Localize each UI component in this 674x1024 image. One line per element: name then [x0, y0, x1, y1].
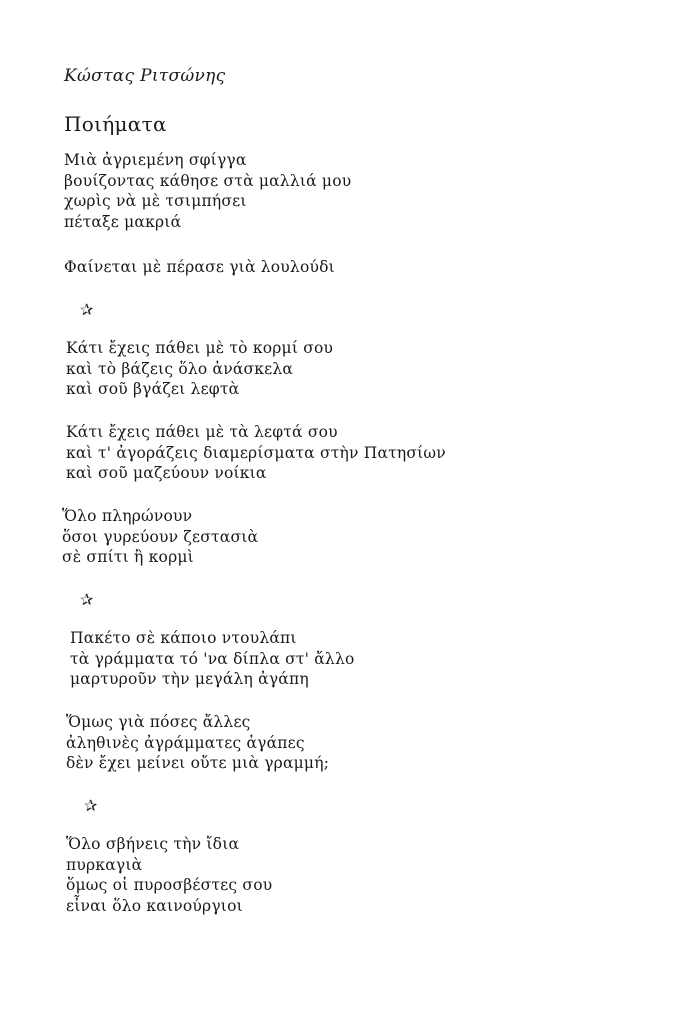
- poem-line: καὶ σοῦ βγάζει λεφτὰ: [66, 380, 240, 398]
- author-name: Κώστας Ριτσώνης: [64, 66, 226, 86]
- poem-line: σὲ σπίτι ἢ κορμὶ: [62, 548, 194, 566]
- poem-line: τὰ γράμματα τό 'να δίπλα στ' ἄλλο: [70, 649, 355, 668]
- poem-line: πυρκαγιὰ: [66, 855, 143, 874]
- stanza: [62, 506, 258, 568]
- page-title: Ποιήματα: [64, 112, 167, 136]
- poem-line: Κάτι ἔχεις πάθει μὲ τὰ λεφτά σου: [66, 423, 338, 441]
- poem-line: Πακέτο σὲ κάποιο ντουλάπι: [70, 629, 297, 647]
- poem-line: Φαίνεται μὲ πέρασε γιὰ λουλούδι: [64, 258, 335, 276]
- stanza: [66, 712, 329, 774]
- poem-line: μαρτυροῦν τὴν μεγάλη ἀγάπη: [70, 670, 309, 688]
- stanza: [64, 150, 351, 232]
- stanza: [64, 257, 335, 278]
- poem-line: καὶ τ' ἀγοράζεις διαμερίσματα στὴν Πατησίων: [66, 443, 446, 462]
- poem-line: βουίζοντας κάθησε στὰ μαλλιά μου: [64, 171, 352, 190]
- poem-line: δὲν ἔχει μείνει οὔτε μιὰ γραμμή;: [66, 754, 330, 772]
- poem-line: καὶ τὸ βάζεις ὅλο ἀνάσκελα: [66, 359, 294, 378]
- poem-line: πέταξε μακριά: [64, 212, 182, 231]
- stanza: [70, 628, 355, 690]
- poem-line: Ὅλο σβήνεις τὴν ἴδια: [66, 835, 240, 853]
- poem-line: ὅσοι γυρεύουν ζεστασιὰ: [62, 527, 259, 546]
- poem-line: Μιὰ ἀγριεμένη σφίγγα: [64, 151, 247, 169]
- poem-line: χωρὶς νὰ μὲ τσιμπήσει: [64, 192, 247, 210]
- poem-line: εἶναι ὅλο καινούργιοι: [66, 896, 243, 915]
- stanza: [66, 834, 272, 916]
- stanza: [66, 422, 446, 484]
- poem-line: Ὅμως γιὰ πόσες ἄλλες: [66, 713, 251, 731]
- stanza: [66, 338, 333, 400]
- star-separator-icon: ✰: [80, 300, 94, 319]
- poem-line: Κάτι ἔχεις πάθει μὲ τὸ κορμί σου: [66, 339, 334, 357]
- poem-line: Ὅλο πληρώνουν: [62, 507, 193, 525]
- poem-line: ὅμως οἱ πυροσβέστες σου: [66, 876, 273, 894]
- poem-line: ἀληθινὲς ἀγράμματες ἀγάπες: [66, 733, 305, 752]
- star-separator-icon: ✰: [80, 590, 94, 609]
- star-separator-icon: ✰: [84, 796, 98, 815]
- poem-line: καὶ σοῦ μαζεύουν νοίκια: [66, 464, 267, 482]
